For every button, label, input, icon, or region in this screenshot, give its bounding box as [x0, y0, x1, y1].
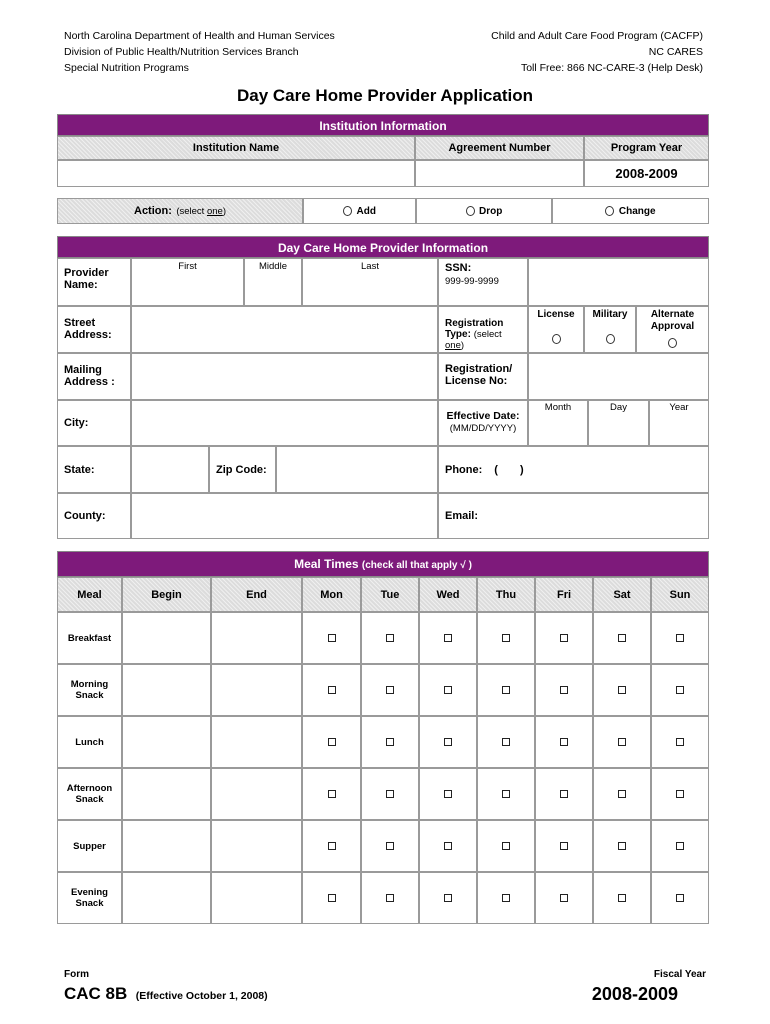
checkbox-icon[interactable]: [444, 634, 452, 642]
checkbox-icon[interactable]: [444, 894, 452, 902]
checkbox-icon[interactable]: [560, 894, 568, 902]
first-name-caption: First: [178, 261, 197, 272]
meal-afternoon-snack-tue-cell[interactable]: [361, 768, 419, 820]
meal-morning-snack-tue-cell[interactable]: [361, 664, 419, 716]
reg-type-military-label: Military: [592, 309, 628, 320]
meal-lunch-wed-cell[interactable]: [419, 716, 477, 768]
meal-breakfast-sun-cell[interactable]: [651, 612, 709, 664]
meal-afternoon-snack-begin-time-input[interactable]: [122, 768, 211, 820]
form-code: CAC 8B: [64, 984, 128, 1003]
license-radio-icon[interactable]: [552, 334, 561, 344]
meal-evening-snack-tue-cell[interactable]: [361, 872, 419, 924]
agreement-number-input[interactable]: [415, 160, 584, 187]
agreement-number-header: Agreement Number: [415, 136, 584, 160]
meal-breakfast-begin-time-input[interactable]: [122, 612, 211, 664]
meal-lunch-begin-time-input[interactable]: [122, 716, 211, 768]
checkbox-icon[interactable]: [502, 842, 510, 850]
meal-lunch-sun-cell[interactable]: [651, 716, 709, 768]
checkbox-icon[interactable]: [676, 634, 684, 642]
registration-type-label: Registration: [445, 318, 504, 329]
form-effective-date: (Effective October 1, 2008): [135, 990, 268, 1002]
program-line-3: Toll Free: 866 NC-CARE-3 (Help Desk): [520, 62, 703, 74]
meal-afternoon-snack-wed-cell[interactable]: [419, 768, 477, 820]
mailing-address-label: Mailing Address :: [57, 353, 131, 400]
meal-column-sun: Sun: [651, 577, 709, 612]
effective-year-caption: Year: [669, 402, 689, 413]
meal-breakfast-thu-cell[interactable]: [477, 612, 535, 664]
zip-code-label: Zip Code:: [209, 446, 276, 493]
registration-type-hint: (select one): [445, 329, 502, 351]
checkbox-icon[interactable]: [386, 790, 394, 798]
fiscal-year-value: 2008-2009: [591, 984, 678, 1004]
first-name-input[interactable]: [131, 258, 244, 306]
email-field[interactable]: [438, 493, 709, 539]
meal-evening-snack-wed-cell[interactable]: [419, 872, 477, 924]
checkbox-icon[interactable]: [386, 738, 394, 746]
institution-name-input[interactable]: [57, 160, 415, 187]
meal-morning-snack-end-time-input[interactable]: [211, 664, 302, 716]
zip-code-input[interactable]: [276, 446, 438, 493]
last-name-input[interactable]: [302, 258, 438, 306]
meal-lunch-fri-cell[interactable]: [535, 716, 593, 768]
program-line-1: Child and Adult Care Food Program (CACFP): [491, 30, 703, 42]
effective-month-input[interactable]: [528, 400, 588, 446]
state-label: State:: [57, 446, 131, 493]
meal-morning-snack-sun-cell[interactable]: [651, 664, 709, 716]
checkbox-icon[interactable]: [676, 686, 684, 694]
meal-column-sat: Sat: [593, 577, 651, 612]
meal-supper-sun-cell[interactable]: [651, 820, 709, 872]
meal-supper-wed-cell[interactable]: [419, 820, 477, 872]
checkbox-icon[interactable]: [676, 842, 684, 850]
meal-supper-thu-cell[interactable]: [477, 820, 535, 872]
institution-name-header: Institution Name: [57, 136, 415, 160]
provider-name-label: Provider Name:: [57, 258, 131, 306]
ssn-label-cell: [438, 258, 528, 306]
checkbox-icon[interactable]: [676, 738, 684, 746]
checkbox-icon[interactable]: [328, 686, 336, 694]
checkbox-icon[interactable]: [502, 634, 510, 642]
phone-label: Phone:: [445, 463, 483, 476]
meal-column-thu: Thu: [477, 577, 535, 612]
checkbox-icon[interactable]: [386, 842, 394, 850]
form-label: Form: [64, 969, 89, 980]
program-year-header: Program Year: [584, 136, 709, 160]
drop-radio-icon[interactable]: [466, 206, 475, 216]
agency-line-1: North Carolina Department of Health and Human Services: [64, 30, 335, 42]
meal-supper-tue-cell[interactable]: [361, 820, 419, 872]
checkbox-icon[interactable]: [618, 842, 626, 850]
meal-name-supper: Supper: [57, 820, 122, 872]
checkbox-icon[interactable]: [618, 790, 626, 798]
checkbox-icon[interactable]: [328, 894, 336, 902]
meal-evening-snack-begin-time-input[interactable]: [122, 872, 211, 924]
checkbox-icon[interactable]: [444, 790, 452, 798]
meal-morning-snack-sat-cell[interactable]: [593, 664, 651, 716]
checkbox-icon[interactable]: [618, 634, 626, 642]
meal-name-afternoon-snack: Afternoon Snack: [57, 768, 122, 820]
action-label-cell: [57, 198, 303, 224]
checkbox-icon[interactable]: [618, 738, 626, 746]
registration-type-label-2: Type:: [445, 329, 471, 340]
meal-name-morning-snack: Morning Snack: [57, 664, 122, 716]
checkbox-icon[interactable]: [560, 634, 568, 642]
last-name-caption: Last: [361, 261, 379, 272]
checkbox-icon[interactable]: [676, 894, 684, 902]
registration-type-label-cell: [438, 306, 528, 353]
checkbox-icon[interactable]: [444, 842, 452, 850]
reg-type-license-label: License: [537, 309, 575, 320]
checkbox-icon[interactable]: [328, 790, 336, 798]
agency-line-2: Division of Public Health/Nutrition Services Branch: [64, 46, 299, 58]
checkbox-icon[interactable]: [444, 738, 452, 746]
meal-breakfast-end-time-input[interactable]: [211, 612, 302, 664]
checkbox-icon[interactable]: [502, 894, 510, 902]
meal-name-breakfast: Breakfast: [57, 612, 122, 664]
middle-name-caption: Middle: [259, 261, 287, 272]
meal-evening-snack-sat-cell[interactable]: [593, 872, 651, 924]
meal-breakfast-fri-cell[interactable]: [535, 612, 593, 664]
meal-afternoon-snack-mon-cell[interactable]: [302, 768, 361, 820]
meal-column-begin: Begin: [122, 577, 211, 612]
meal-supper-begin-time-input[interactable]: [122, 820, 211, 872]
phone-field[interactable]: [438, 446, 709, 493]
action-change-label: Change: [618, 205, 656, 217]
action-add-label: Add: [356, 205, 376, 217]
add-radio-icon[interactable]: [343, 206, 352, 216]
meal-breakfast-sat-cell[interactable]: [593, 612, 651, 664]
state-input[interactable]: [131, 446, 209, 493]
action-change-option[interactable]: [552, 198, 709, 224]
meal-lunch-thu-cell[interactable]: [477, 716, 535, 768]
meal-evening-snack-sun-cell[interactable]: [651, 872, 709, 924]
checkbox-icon[interactable]: [560, 686, 568, 694]
meal-times-band: [57, 551, 709, 577]
county-input[interactable]: [131, 493, 438, 539]
meal-name-lunch: Lunch: [57, 716, 122, 768]
program-year-value: 2008-2009: [584, 160, 709, 187]
city-input[interactable]: [131, 400, 438, 446]
phone-paren-open: (: [494, 463, 498, 476]
registration-number-input[interactable]: [528, 353, 709, 400]
meal-lunch-end-time-input[interactable]: [211, 716, 302, 768]
meal-morning-snack-mon-cell[interactable]: [302, 664, 361, 716]
provider-band: Day Care Home Provider Information: [57, 236, 709, 258]
meal-afternoon-snack-sun-cell[interactable]: [651, 768, 709, 820]
email-label: Email:: [445, 510, 479, 522]
meal-supper-end-time-input[interactable]: [211, 820, 302, 872]
effective-year-input[interactable]: [649, 400, 709, 446]
meal-supper-fri-cell[interactable]: [535, 820, 593, 872]
meal-breakfast-mon-cell[interactable]: [302, 612, 361, 664]
effective-date-label-cell: [438, 400, 528, 446]
checkbox-icon[interactable]: [618, 894, 626, 902]
meal-name-evening-snack: Evening Snack: [57, 872, 122, 924]
meal-afternoon-snack-thu-cell[interactable]: [477, 768, 535, 820]
meal-column-tue: Tue: [361, 577, 419, 612]
meal-column-fri: Fri: [535, 577, 593, 612]
registration-number-label: Registration/ License No:: [438, 353, 528, 400]
meal-morning-snack-wed-cell[interactable]: [419, 664, 477, 716]
action-drop-label: Drop: [479, 205, 503, 217]
action-drop-option[interactable]: [416, 198, 552, 224]
form-code-line: [64, 984, 268, 1004]
meal-afternoon-snack-sat-cell[interactable]: [593, 768, 651, 820]
meal-evening-snack-end-time-input[interactable]: [211, 872, 302, 924]
mailing-address-input[interactable]: [131, 353, 438, 400]
checkbox-icon[interactable]: [444, 686, 452, 694]
change-radio-icon[interactable]: [605, 206, 614, 216]
checkbox-icon[interactable]: [502, 738, 510, 746]
checkbox-icon[interactable]: [502, 686, 510, 694]
meal-evening-snack-mon-cell[interactable]: [302, 872, 361, 924]
checkbox-icon[interactable]: [328, 842, 336, 850]
reg-type-alternate-option[interactable]: [636, 306, 709, 353]
agency-header: [64, 30, 335, 75]
meal-lunch-sat-cell[interactable]: [593, 716, 651, 768]
meal-column-meal: Meal: [57, 577, 122, 612]
street-address-label: Street Address:: [57, 306, 131, 353]
checkbox-icon[interactable]: [560, 842, 568, 850]
county-label: County:: [57, 493, 131, 539]
meal-afternoon-snack-end-time-input[interactable]: [211, 768, 302, 820]
effective-month-caption: Month: [544, 402, 572, 413]
checkbox-icon[interactable]: [386, 634, 394, 642]
checkbox-icon[interactable]: [618, 686, 626, 694]
page-title: Day Care Home Provider Application: [236, 86, 533, 105]
reg-type-military-option[interactable]: [584, 306, 636, 353]
checkbox-icon[interactable]: [386, 894, 394, 902]
city-label: City:: [57, 400, 131, 446]
checkbox-icon[interactable]: [386, 686, 394, 694]
military-radio-icon[interactable]: [606, 334, 615, 344]
meal-breakfast-tue-cell[interactable]: [361, 612, 419, 664]
ssn-input[interactable]: [528, 258, 709, 306]
meal-lunch-mon-cell[interactable]: [302, 716, 361, 768]
reg-type-license-option[interactable]: [528, 306, 584, 353]
reg-type-alternate-label: Alternate Approval: [650, 309, 695, 332]
action-label: Action:: [134, 205, 172, 217]
alternate-radio-icon[interactable]: [668, 338, 677, 348]
middle-name-input[interactable]: [244, 258, 302, 306]
checkbox-icon[interactable]: [328, 738, 336, 746]
ssn-label: SSN:: [445, 262, 472, 274]
meal-lunch-tue-cell[interactable]: [361, 716, 419, 768]
fiscal-year-label: Fiscal Year: [653, 969, 706, 980]
effective-day-caption: Day: [610, 402, 627, 413]
institution-band: Institution Information: [57, 114, 709, 136]
effective-day-input[interactable]: [588, 400, 649, 446]
checkbox-icon[interactable]: [328, 634, 336, 642]
meal-morning-snack-begin-time-input[interactable]: [122, 664, 211, 716]
meal-column-mon: Mon: [302, 577, 361, 612]
meal-evening-snack-thu-cell[interactable]: [477, 872, 535, 924]
meal-supper-sat-cell[interactable]: [593, 820, 651, 872]
meal-morning-snack-thu-cell[interactable]: [477, 664, 535, 716]
meal-supper-mon-cell[interactable]: [302, 820, 361, 872]
meal-times-title: Meal Times: [294, 557, 359, 571]
meal-column-end: End: [211, 577, 302, 612]
meal-afternoon-snack-fri-cell[interactable]: [535, 768, 593, 820]
meal-column-wed: Wed: [419, 577, 477, 612]
meal-evening-snack-fri-cell[interactable]: [535, 872, 593, 924]
meal-morning-snack-fri-cell[interactable]: [535, 664, 593, 716]
street-address-input[interactable]: [131, 306, 438, 353]
ssn-format: 999-99-9999: [445, 276, 499, 287]
checkbox-icon[interactable]: [560, 790, 568, 798]
effective-date-format: (MM/DD/YYYY): [449, 423, 517, 434]
agency-line-3: Special Nutrition Programs: [64, 62, 189, 74]
checkbox-icon[interactable]: [502, 790, 510, 798]
phone-paren-close: ): [519, 463, 524, 476]
action-hint: (select one): [176, 205, 226, 217]
program-header: [491, 30, 703, 75]
checkbox-icon[interactable]: [676, 790, 684, 798]
effective-date-label: Effective Date:: [446, 410, 520, 422]
meal-breakfast-wed-cell[interactable]: [419, 612, 477, 664]
action-add-option[interactable]: [303, 198, 416, 224]
checkbox-icon[interactable]: [560, 738, 568, 746]
program-line-2: NC CARES: [648, 46, 703, 58]
meal-times-hint: (check all that apply √ ): [361, 560, 472, 571]
